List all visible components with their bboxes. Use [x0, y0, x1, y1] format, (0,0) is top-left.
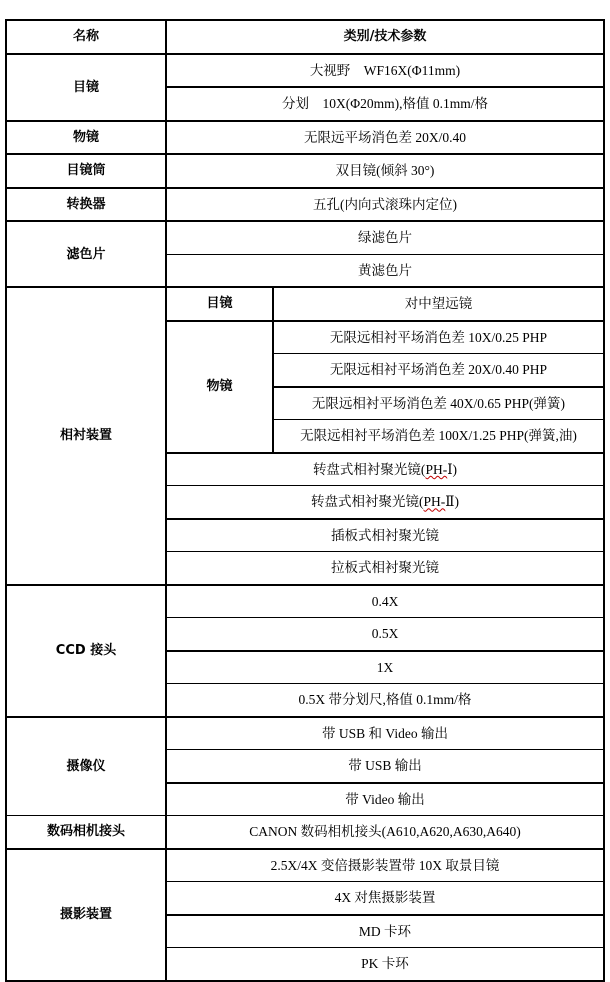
spec-cell: 分划 10X(Φ20mm),格值 0.1mm/格: [166, 87, 604, 121]
condenser-suffix: Ⅰ): [447, 461, 458, 477]
sub-name-eyepiece: 目镜: [166, 287, 273, 321]
spec-cell: 双目镜(倾斜 30°): [166, 154, 604, 188]
header-row: [6, 20, 604, 54]
spec-cell: 大视野 WF16X(Φ11mm): [166, 54, 604, 88]
row-name-objective: 物镜: [6, 121, 166, 155]
condenser-suffix: Ⅱ): [445, 494, 459, 510]
table-row: [6, 121, 604, 155]
spec-cell: 无限远平场消色差 20X/0.40: [166, 121, 604, 155]
spec-cell: 1X: [166, 651, 604, 684]
row-name-nosepiece: 转换器: [6, 188, 166, 222]
header-name: 名称: [6, 20, 166, 54]
spec-cell: 拉板式相衬聚光镜: [166, 552, 604, 585]
spec-cell: 黄滤色片: [166, 254, 604, 287]
table-row: [6, 287, 604, 321]
spec-cell: 绿滤色片: [166, 221, 604, 254]
table-row: [6, 154, 604, 188]
row-name-ccd: CCD 接头: [6, 585, 166, 717]
table-row: [6, 54, 604, 88]
row-name-phase-contrast: 相衬装置: [6, 287, 166, 585]
spec-cell: 带 USB 输出: [166, 750, 604, 783]
table-row: [6, 585, 604, 618]
row-name-eyepiece-tube: 目镜筒: [6, 154, 166, 188]
table-row: [6, 717, 604, 750]
table-row: [6, 816, 604, 849]
condenser-code: PH-: [425, 461, 448, 477]
spec-cell: CANON 数码相机接头(A610,A620,A630,A640): [166, 816, 604, 849]
spec-cell: 无限远相衬平场消色差 10X/0.25 PHP: [273, 321, 604, 354]
condenser-text: 转盘式相衬聚光镜(: [311, 494, 424, 510]
row-name-photo: 摄影装置: [6, 849, 166, 981]
row-name-filter: 滤色片: [6, 221, 166, 287]
table-row: [6, 221, 604, 254]
spec-cell: 插板式相衬聚光镜: [166, 519, 604, 552]
spec-cell: PK 卡环: [166, 948, 604, 981]
spec-cell: 无限远相衬平场消色差 100X/1.25 PHP(弹簧,油): [273, 420, 604, 453]
spec-cell: 无限远相衬平场消色差 20X/0.40 PHP: [273, 354, 604, 387]
spec-cell: 对中望远镜: [273, 287, 604, 321]
spec-cell: [166, 453, 604, 486]
spec-cell: 0.5X 带分划尺,格值 0.1mm/格: [166, 684, 604, 717]
spec-cell: 0.4X: [166, 585, 604, 618]
spec-cell: 0.5X: [166, 618, 604, 651]
sub-name-objective: 物镜: [166, 321, 273, 453]
spec-cell: 无限远相衬平场消色差 40X/0.65 PHP(弹簧): [273, 387, 604, 420]
table-row: [6, 849, 604, 882]
spec-cell: 带 Video 输出: [166, 783, 604, 816]
spec-table: [5, 19, 605, 982]
condenser-code: PH-: [423, 494, 446, 510]
spec-cell: 4X 对焦摄影装置: [166, 882, 604, 915]
condenser-text: 转盘式相衬聚光镜(: [312, 461, 426, 477]
spec-cell: 2.5X/4X 变倍摄影装置带 10X 取景目镜: [166, 849, 604, 882]
table-row: [6, 188, 604, 222]
spec-cell: MD 卡环: [166, 915, 604, 948]
row-name-eyepiece: 目镜: [6, 54, 166, 121]
spec-cell: [166, 486, 604, 519]
header-spec: 类别/技术参数: [166, 20, 604, 54]
spec-cell: 五孔(内向式滚珠内定位): [166, 188, 604, 222]
row-name-digital-adapter: 数码相机接头: [6, 816, 166, 849]
row-name-camera: 摄像仪: [6, 717, 166, 816]
spec-cell: 带 USB 和 Video 输出: [166, 717, 604, 750]
